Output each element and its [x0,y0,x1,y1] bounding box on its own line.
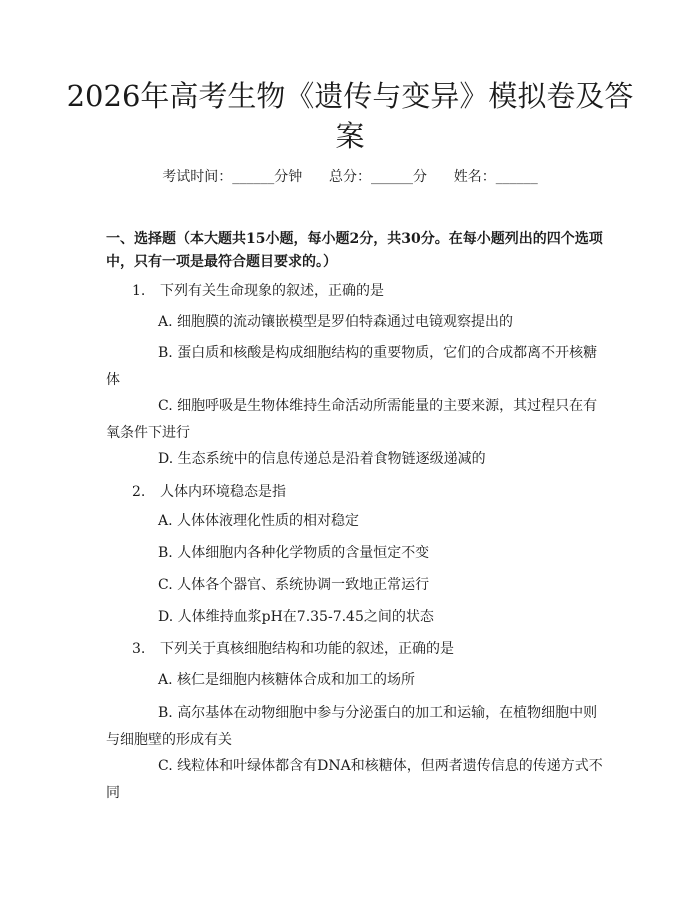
question-3 [132,638,454,661]
question-number: 3. [132,641,146,657]
page-title: 2026年高考生物《遗传与变异》模拟卷及答案 [66,79,634,153]
q1-option-d: D. 生态系统中的信息传递总是沿着食物链逐级递减的 [158,451,486,467]
q2-option-d: D. 人体维持血浆pH在7.35-7.45之间的状态 [158,609,434,625]
q2-option-a: A. 人体体液理化性质的相对稳定 [158,513,360,529]
question-stem: 下列有关生命现象的叙述，正确的是 [160,283,384,299]
exam-info-line: 考试时间：______分钟 总分：______分 姓名：______ [162,169,538,185]
q3-option-c: C. 线粒体和叶绿体都含有DNA和核糖体，但两者遗传信息的传递方式不同 [106,758,603,801]
q3-option-b: B. 高尔基体在动物细胞中参与分泌蛋白的加工和运输，在植物细胞中则与细胞壁的形成有关 [106,705,598,748]
question-number: 1. [132,283,146,299]
question-stem: 下列关于真核细胞结构和功能的叙述，正确的是 [160,641,454,657]
q1-option-b: B. 蛋白质和核酸是构成细胞结构的重要物质，它们的合成都离不开核糖体 [106,345,598,388]
question-stem: 人体内环境稳态是指 [160,484,286,500]
q2-option-b: B. 人体细胞内各种化学物质的含量恒定不变 [158,545,430,561]
q1-option-a: A. 细胞膜的流动镶嵌模型是罗伯特森通过电镜观察提出的 [158,314,514,330]
question-1 [132,280,384,303]
q3-option-a: A. 核仁是细胞内核糖体合成和加工的场所 [158,672,416,688]
q1-option-c: C. 细胞呼吸是生物体维持生命活动所需能量的主要来源，其过程只在有氧条件下进行 [106,398,598,441]
question-number: 2. [132,484,146,500]
q2-option-c: C. 人体各个器官、系统协调一致地正常运行 [158,577,430,593]
question-2 [132,481,286,504]
section-heading: 一、选择题（本大题共15小题，每小题2分，共30分。在每小题列出的四个选项中，只有一项是最符合题目要求的。） [106,231,603,270]
